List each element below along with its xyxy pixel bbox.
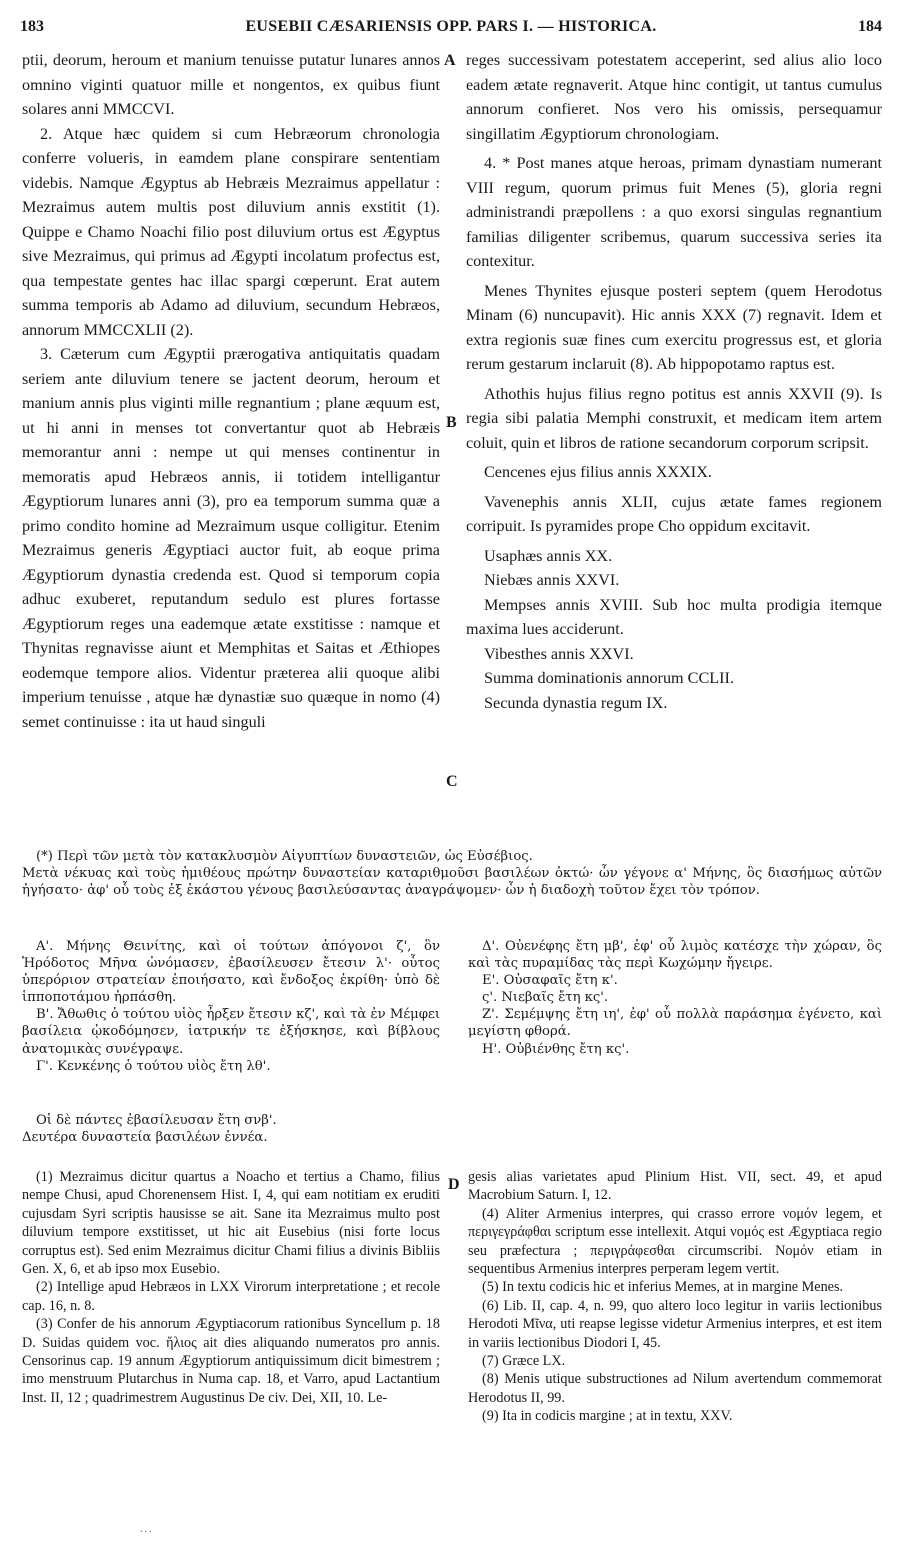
running-title: EUSEBII CÆSARIENSIS OPP. PARS I. — HISTORICA. [245, 18, 657, 35]
athothis-entry: Athothis hujus filius regno potitus est annis XXVII (9). Is regia sibi palatia Memphi construxit, et medicam item artem coluit, quin et libros de ratione secandorum corporum scripsit. [466, 384, 882, 452]
greek-king-d: Δ'. Οὐενέφης ἔτη μβ', ἐφ' οὗ λιμὸς κατέσχε τὴν χώραν, ὃς καὶ τὰς πυραμίδας τὰς περὶ Κωχώμην ἤγειρε. [468, 939, 882, 972]
cencenes-entry: Cencenes ejus filius annis XXXIX. [484, 463, 712, 481]
footnote-7: (7) Græce LX. [482, 1353, 566, 1370]
footnotes-left-column [22, 1168, 440, 1407]
second-dynasty-heading: Secunda dynastia regum IX. [484, 693, 668, 712]
greek-king-c: Γ'. Κενκένης ὁ τούτου υἱὸς ἔτη λθ'. [36, 1058, 271, 1074]
margin-letter-d: D [448, 1176, 460, 1193]
footnote-3: (3) Confer de his annorum Ægyptiacorum rationibus Syncellum p. 18 D. Suidas quidem voc. ἥλιος ait dies aliquando numeratos pro annis. Censorinus cap. 19 annum Ægyptiorum antiquissimum dicit bimestrem ; imo menstruum Plutarchus in Numa cap. 18, et Varro, apud Lactantium Inst. II, 12 ; quadrimestrem Augustinus De civ. Dei, XII, 10. Le- [22, 1316, 440, 1406]
footer-mark: ... [140, 1524, 154, 1535]
usaphaes-entry: Usaphæs annis XX. [484, 546, 613, 565]
dynasty-summary: Summa dominationis annorum CCLII. [484, 669, 734, 687]
greek-intro-text: Μετὰ νέκυας καὶ τοὺς ἡμιθέους πρώτην δυναστείαν καταριθμοῦσι βασιλέων ὀκτώ· ὧν γέγονε α' Μήνης, ὃς διασήμως αὐτῶν ἡγήσατο· ἀφ' οὗ τοὺς ἐξ ἑκάστου γένους βασιλεύσαντας ἀναγράψομεν· ὧν ἡ διαδοχὴ τοῦτον ἔχει τὸν τρόπον. [22, 866, 882, 899]
greek-king-a: Α'. Μήνης Θεινίτης, καὶ οἱ τούτων ἀπόγονοι ζ', ὃν Ἡρόδοτος Μῆνα ὠνόμασεν, ἐβασίλευσεν ἔτεσιν λ'· οὗτος ὑπερόριον στρατείαν ἐποιήσατο, καὶ ἔνδοξος ἐκρίθη· ὑπὸ δὲ ἱπποποτάμου ἡρπάσθη. [22, 939, 440, 1006]
greek-king-f: ς'. Νιεβαῖς ἔτη κς'. [482, 990, 609, 1006]
greek-list-left [22, 938, 440, 1075]
page-number-right: 184 [858, 18, 882, 35]
footnote-5: (5) In textu codicis hic et inferius Memes, at in margine Menes. [482, 1279, 844, 1296]
niebaes-entry: Niebæs annis XXVI. [484, 571, 620, 589]
greek-list-right [468, 938, 882, 1058]
page-number-left: 183 [20, 18, 44, 35]
vavenephis-entry: Vavenephis annis XLII, cujus ætate fames regionem corripuit. Is pyramides prope Cho oppidum excitavit. [466, 492, 882, 535]
footnote-3-continued: gesis alias varietates apud Plinium Hist. VII, sect. 49, et apud Macrobium Saturn. I, 12. [468, 1169, 882, 1204]
paragraph-2: 2. Atque hæc quidem si cum Hebræorum chronologia conferre volueris, in eamdem plane conspirare sententiam videbis. Namque Ægyptus ab Hebræis Mezraimus appellatur : Mezraimus autem multis post diluvium annis exstitit (1). Quippe e Chamo Noachi filio post diluvium ortus est Ægyptus sive Mezraimus, qui primus ad Ægypti incolatum profectus est, qua tempestate gentes hac illac spargi cœperunt. Erat autem summa temporis ab Adamo ad diluvium, secundum Hebræos, annorum MMCCXLII (2). [22, 124, 440, 339]
margin-letter-a: A [444, 52, 456, 69]
greek-heading: (*) Περὶ τῶν μετὰ τὸν κατακλυσμὸν Αἰγυπτίων δυναστειῶν, ὡς Εὐσέβιος. [36, 849, 533, 864]
greek-second-dynasty: Δευτέρα δυναστεία βασιλέων ἐννέα. [22, 1130, 268, 1146]
running-header [20, 18, 882, 42]
margin-letter-c: C [446, 773, 458, 790]
footnote-1: (1) Mezraimus dicitur quartus a Noacho et tertius a Chamo, filius nempe Chusi, apud Chorenensem Hist. I, 4, qui eam notitiam ex eruditi cujusdam Syri scriptis hausisse se ait. Sane ita Mezraimus multo post diluvium tempore exstitisset, ut hic ait Eusebius (nisi forte locus corruptus est). Sed enim Mezraimus dicitur Chami filius a divinis Bibliis Gen. X, 6, et ab ipso mox Eusebio. [22, 1169, 440, 1278]
greek-intro [22, 848, 882, 899]
greek-summary [22, 1112, 440, 1146]
greek-king-b: Β'. Ἄθωθις ὁ τούτου υἱὸς ἦρξεν ἔτεσιν κζ', καὶ τὰ ἐν Μέμφει βασίλεια ᾠκοδόμησεν, ἰατρικήν τε ἐξήσκησε, καὶ βίβλους ἀνατομικὰς συνέγραψε. [22, 1007, 440, 1057]
vibesthes-entry: Vibesthes annis XXVI. [484, 644, 634, 663]
footnote-8: (8) Menis utique substructiones ad Nilum avertendum commemorat Herodotus II, 99. [468, 1371, 882, 1406]
footnote-4: (4) Aliter Armenius interpres, qui crasso errore νομόν legem, et περιγεγράφθαι scriptum esse intellexit. Atqui νομός est Ægyptiaca regio seu præfectura ; περιγράφεσθαι circumscribi. Νομόν etiam in sequentibus Armenius interpres perperam legem vertit. [468, 1205, 882, 1278]
greek-king-e: Ε'. Οὐσαφαῖς ἔτη κ'. [482, 973, 618, 989]
footnote-2: (2) Intellige apud Hebræos in LXX Virorum interpretatione ; et recole cap. 16, n. 8. [22, 1279, 440, 1314]
menes-entry: Menes Thynites ejusque posteri septem (quem Herodotus Minam (6) nuncupavit). Hic annis XXX (7) regnavit. Idem et extra regionis suæ fines cum exercitu progressus est, et gloria rerum gestarum inclaruit (8). Ab hippopotamo raptus est. [466, 281, 882, 373]
greek-total: Οἱ δὲ πάντες ἐβασίλευσαν ἔτη σνβ'. [36, 1113, 277, 1128]
main-text-right-column [466, 48, 882, 715]
mempses-entry: Mempses annis XVIII. Sub hoc multa prodigia itemque maxima lues acciderunt. [466, 595, 882, 638]
greek-king-g: Ζ'. Σεμέμψης ἔτη ιη', ἐφ' οὗ πολλὰ παράσημα ἐγένετο, καὶ μεγίστη φθορά. [468, 1007, 882, 1040]
paragraph-4: 4. * Post manes atque heroas, primam dynastiam numerant VIII regum, quorum primus fuit Menes (5), gloria regni administrandi præpollens : a quo exorsi singulas regnantium familias diligenter scribemus, quarum successiva series ita contexitur. [466, 154, 882, 270]
footnote-6: (6) Lib. II, cap. 4, n. 99, quo altero loco legitur in variis lectionibus Herodoti Μῖνα, uti reapse legisse videtur Armenius interpres, et est item in variis lectionibus Diodori I, 45. [468, 1297, 882, 1351]
paragraph-1-continued: ptii, deorum, heroum et manium tenuisse putatur lunares annos omnino viginti quatuor mille et nongentos, ex quibus fiunt solares anni MMCCVI. [22, 51, 440, 118]
paragraph-3: 3. Cæterum cum Ægyptii prærogativa antiquitatis quadam seriem ante diluvium tenere se jactent deorum, heroum et manium annis plus viginti mille regnantium ; plane æquum est, ut hi anni in menses tot convertantur quot ab Hebræis memorantur anni : nempe ut qui menses continentur in memoratis apud Hebræos annis, ii totidem intelligantur Ægyptiorum lunares anni (3), pro ea temporum summa quæ a primo condito homine ad Mezraimum usque colligitur. Etenim Mezraimus generis Ægyptiaci auctor fuit, ab eoque prima Ægyptiorum dynastia credenda est. Quod si temporum copia adhuc exuberet, reputandum sedulo est plures fortasse Ægyptiorum reges una eademque ætate exstitisse : namque et Thynitas regnavisse aiunt et Memphitas et Saitas et Æthiopes eodemque tempore alios. Videntur præterea alii quoque alibi imperium tenuisse , atque hæ dynastiæ suo quæque in nomo (4) semet continuisse : ita ut haud singuli [22, 345, 440, 731]
greek-king-h: Η'. Οὐβιένθης ἔτη κς'. [482, 1041, 630, 1057]
paragraph-3-continued: reges successivam potestatem acceperint, sed alius alio loco eadem ætate regnaverit. Atque hinc contigit, ut tantus cumulus annorum confieret. Nos vero his omissis, persequamur singillatim Ægyptiorum chronologiam. [466, 51, 882, 143]
main-text-left-column [22, 48, 440, 734]
footnote-9: (9) Ita in codicis margine ; at in textu, XXV. [482, 1408, 733, 1425]
footnotes-right-column [468, 1168, 882, 1426]
margin-letter-b: B [446, 414, 457, 431]
